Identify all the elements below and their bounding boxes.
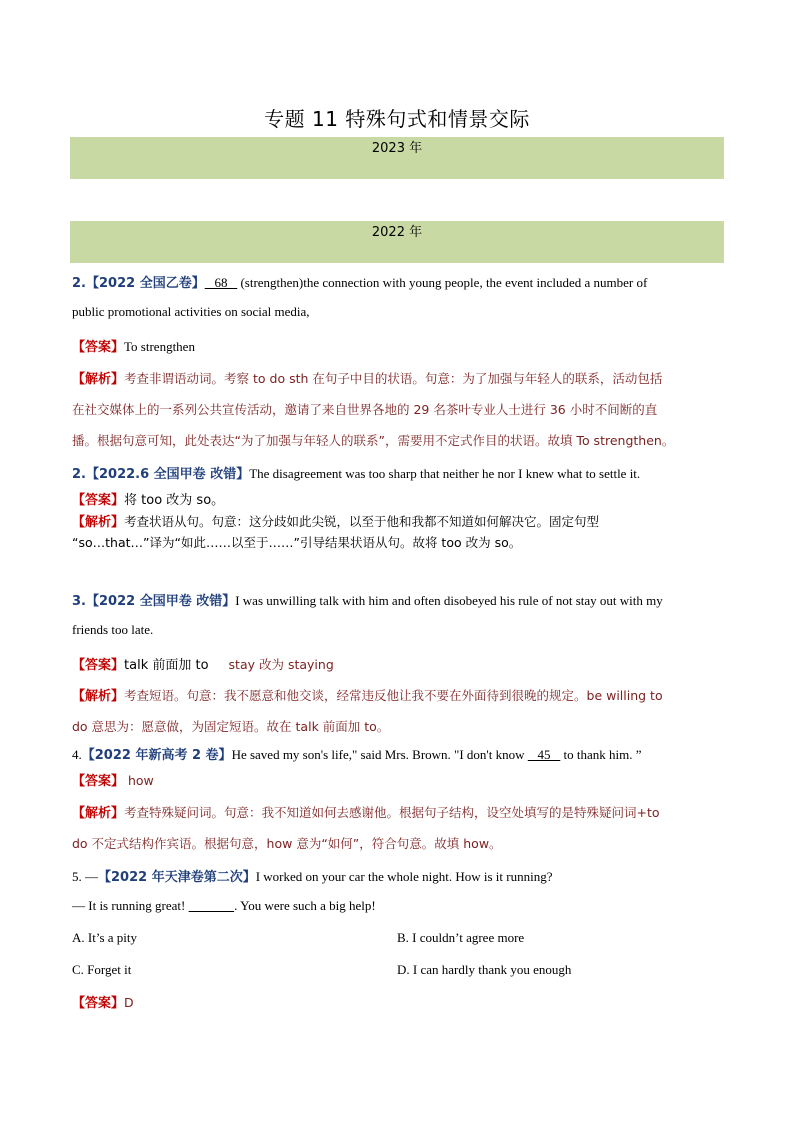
q5-stem xyxy=(72,866,722,885)
q1-answer-text: To strengthen xyxy=(124,339,195,354)
q4-answer xyxy=(72,770,722,789)
q5-option-c: C. Forget it xyxy=(72,962,132,977)
q1-analysis-1 xyxy=(72,368,722,387)
section-2023-band xyxy=(70,137,724,179)
q3-answer-a: talk 前面加 to xyxy=(124,658,209,673)
q2-stem-text: The disagreement was too sharp that neither he nor I knew what to settle it. xyxy=(249,466,641,481)
q1-analysis-3: 播。根据句意可知，此处表达“为了加强与年轻人的联系”，需要用不定式作目的状语。故填 To strengthen。 xyxy=(72,433,675,448)
q1-stem xyxy=(72,272,722,291)
q5-stem-line2 xyxy=(72,898,722,914)
q2-analysis-2: “so…that…”译为“如此……以至于……”引导结果状语从句。故将 too 改为 so。 xyxy=(72,535,522,550)
q3-stem-line2: friends too late. xyxy=(72,622,154,637)
answer-label: 【答案】 xyxy=(72,493,125,508)
answer-label: 【答案】 xyxy=(72,340,125,355)
q1-analysis-text-1: 考查非谓语动词。考察 to do sth 在句子中目的状语。句意：为了加强与年轻人的联系，活动包括 xyxy=(124,371,663,386)
q2-number: 2. xyxy=(72,467,86,482)
q3-number: 3. xyxy=(72,594,86,609)
q5-blank xyxy=(189,898,235,913)
q1-source: 【2022 全国乙卷】 xyxy=(85,276,205,291)
q4-stem xyxy=(72,744,722,763)
q5-stem-text: I worked on your car the whole night. How is it running? xyxy=(255,869,553,884)
q4-blank: 45 xyxy=(527,747,561,762)
section-2022-label: 2022 年 xyxy=(371,225,423,240)
q3-analysis-1 xyxy=(72,685,722,704)
q1-blank: 68 xyxy=(204,275,238,290)
q3-analysis-2: do 意思为：愿意做，为固定短语。故在 talk 前面加 to。 xyxy=(72,719,390,734)
q2-source: 【2022.6 全国甲卷 改错】 xyxy=(85,467,250,482)
q4-source: 【2022 年新高考 2 卷】 xyxy=(81,748,232,763)
q1-stem-text: (strengthen)the connection with young people, the event included a number of xyxy=(237,275,648,290)
analysis-label: 【解析】 xyxy=(72,515,125,530)
q1-number: 2. xyxy=(72,276,86,291)
q5-option-b: B. I couldn’t agree more xyxy=(397,930,525,945)
q5-stem2-a: — It is running great! xyxy=(72,898,189,913)
q2-answer xyxy=(72,489,722,508)
q5-source: 【2022 年天津卷第二次】 xyxy=(98,870,256,885)
q5-answer xyxy=(72,992,722,1011)
section-2023-label: 2023 年 xyxy=(371,141,423,156)
q4-number: 4. xyxy=(72,747,82,762)
analysis-label: 【解析】 xyxy=(72,372,125,387)
q5-option-d: D. I can hardly thank you enough xyxy=(397,962,572,977)
q3-stem xyxy=(72,590,722,609)
q3-stem-text: I was unwilling talk with him and often disobeyed his rule of not stay out with my xyxy=(235,593,663,608)
answer-label: 【答案】 xyxy=(72,996,125,1011)
section-2022-band xyxy=(70,221,724,263)
answer-label: 【答案】 xyxy=(72,774,125,789)
q2-answer-text: 将 too 改为 so。 xyxy=(124,493,225,508)
q1-stem-line2: public promotional activities on social media, xyxy=(72,304,310,319)
q3-source: 【2022 全国甲卷 改错】 xyxy=(85,594,236,609)
q4-analysis-2: do 不定式结构作宾语。根据句意，how 意为“如何”，符合句意。故填 how。 xyxy=(72,836,502,851)
q3-answer xyxy=(72,654,722,673)
q3-answer-b: stay 改为 staying xyxy=(228,657,334,672)
q2-stem xyxy=(72,463,722,482)
q4-stem-b: to thank him. ” xyxy=(560,747,642,762)
analysis-label: 【解析】 xyxy=(72,806,125,821)
q1-analysis-2: 在社交媒体上的一系列公共宣传活动，邀请了来自世界各地的 29 名茶叶专业人士进行 36 小时不间断的直 xyxy=(72,402,658,417)
q5-answer-text: D xyxy=(124,995,134,1010)
q1-answer xyxy=(72,336,722,355)
page-title: 专题 11 特殊句式和情景交际 xyxy=(264,107,530,131)
q2-analysis-text-1: 考查状语从句。句意：这分歧如此尖锐，以至于他和我都不知道如何解决它。固定句型 xyxy=(124,514,600,529)
q4-stem-a: He saved my son's life," said Mrs. Brown. "I don't know xyxy=(231,747,528,762)
q4-analysis-1 xyxy=(72,802,722,821)
analysis-label: 【解析】 xyxy=(72,689,125,704)
q4-analysis-text-1: 考查特殊疑问词。句意：我不知道如何去感谢他。根据句子结构，设空处填写的是特殊疑问词+to xyxy=(124,805,660,820)
q5-option-a: A. It’s a pity xyxy=(72,930,137,945)
q5-stem2-b: . You were such a big help! xyxy=(234,898,376,913)
q5-number: 5. — xyxy=(72,869,98,884)
q3-analysis-text-1: 考查短语。句意：我不愿意和他交谈，经常违反他让我不要在外面待到很晚的规定。be willing to xyxy=(124,688,663,703)
q4-answer-text: how xyxy=(124,773,154,788)
answer-label: 【答案】 xyxy=(72,658,125,673)
q2-analysis-1 xyxy=(72,511,722,530)
